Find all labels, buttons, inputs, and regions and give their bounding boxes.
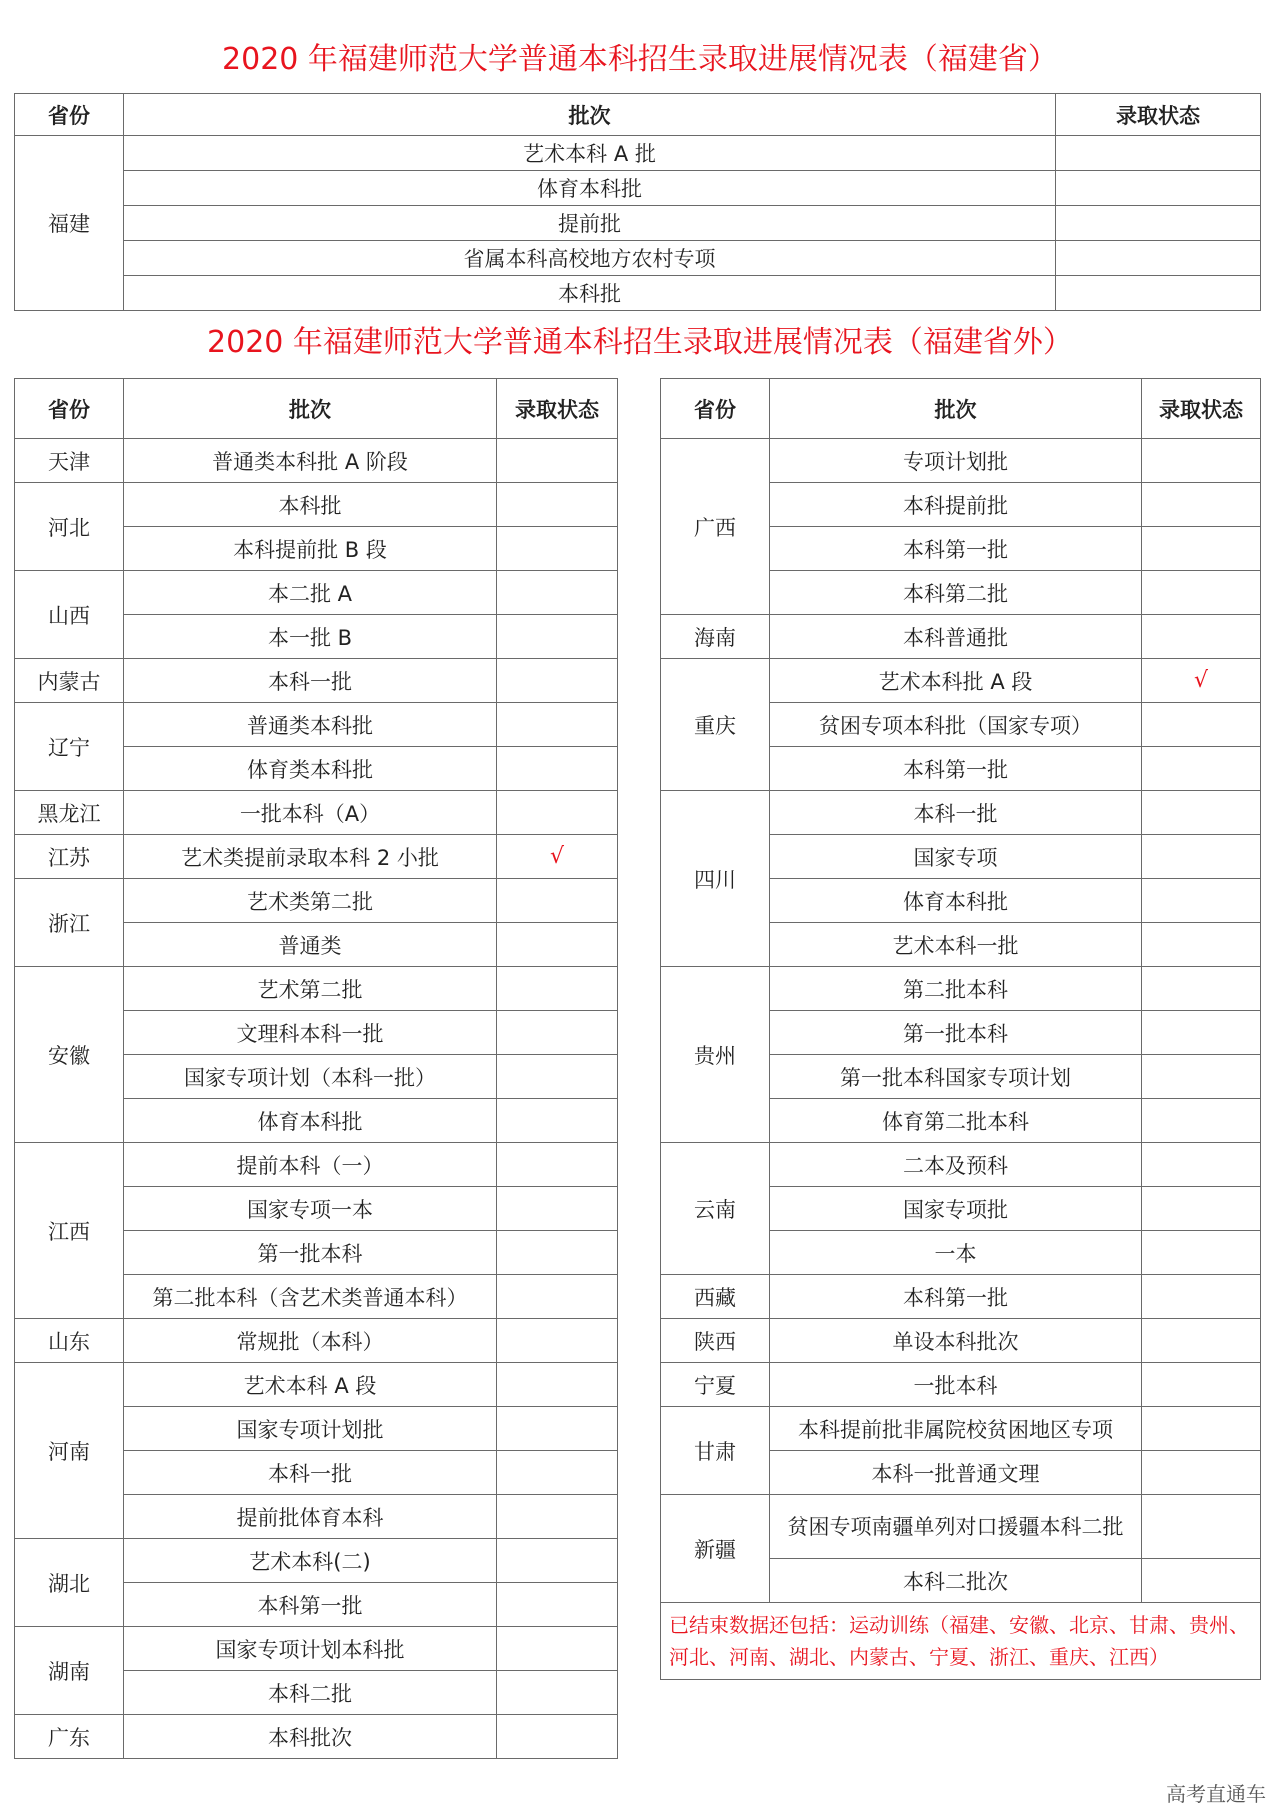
batch-cell: 艺术第二批: [124, 967, 497, 1011]
table-row: [15, 1319, 618, 1363]
status-cell: [497, 1055, 618, 1099]
batch-cell: 艺术本科 A 批: [124, 136, 1056, 171]
batch-cell: 一批本科（A）: [124, 791, 497, 835]
status-cell: [497, 1187, 618, 1231]
status-cell: [497, 835, 618, 879]
status-cell: [497, 1627, 618, 1671]
table-row: [15, 835, 618, 879]
status-cell: [497, 571, 618, 615]
status-cell: [1142, 1363, 1261, 1407]
table-row: [15, 241, 1261, 276]
table-row: [15, 1539, 618, 1583]
batch-cell: 本科一批: [124, 1451, 497, 1495]
batch-cell: 文理科本科一批: [124, 1011, 497, 1055]
status-cell: [497, 1231, 618, 1275]
batch-cell: 国家专项计划批: [124, 1407, 497, 1451]
batch-cell: 体育类本科批: [124, 747, 497, 791]
status-cell: [497, 923, 618, 967]
status-cell: [497, 1143, 618, 1187]
status-cell: [1056, 276, 1261, 311]
header-status: 录取状态: [497, 379, 618, 439]
table-row: [15, 171, 1261, 206]
status-cell: [1142, 1275, 1261, 1319]
batch-cell: 专项计划批: [770, 439, 1142, 483]
table-row: [15, 1143, 618, 1187]
table-row: [661, 1319, 1261, 1363]
table-header-row: [15, 379, 618, 439]
outside-admission-table-right: [660, 378, 1261, 1680]
table-row: [661, 967, 1261, 1011]
table-row: [15, 879, 618, 923]
batch-cell: 贫困专项南疆单列对口援疆本科二批: [770, 1495, 1142, 1559]
province-cell: 广东: [15, 1715, 124, 1759]
status-cell: [497, 1011, 618, 1055]
province-cell: 云南: [661, 1143, 770, 1275]
batch-cell: 艺术类提前录取本科 2 小批: [124, 835, 497, 879]
province-cell: 河北: [15, 483, 124, 571]
status-cell: [497, 659, 618, 703]
status-cell: [1142, 1055, 1261, 1099]
status-cell: [497, 1319, 618, 1363]
province-cell: 海南: [661, 615, 770, 659]
table-row: [661, 615, 1261, 659]
table-row: [661, 1143, 1261, 1187]
status-cell: [1056, 171, 1261, 206]
province-cell: 湖南: [15, 1627, 124, 1715]
header-province: 省份: [15, 379, 124, 439]
status-cell: [497, 1539, 618, 1583]
table-row: [661, 1495, 1261, 1559]
batch-cell: 艺术本科批 A 段: [770, 659, 1142, 703]
header-status: 录取状态: [1056, 94, 1261, 136]
batch-cell: 体育本科批: [124, 1099, 497, 1143]
table-row: [15, 791, 618, 835]
status-cell: [1142, 1451, 1261, 1495]
table-row: [15, 1627, 618, 1671]
table-row: [661, 439, 1261, 483]
batch-cell: 本科第一批: [770, 747, 1142, 791]
status-cell: [497, 1583, 618, 1627]
status-cell: [497, 1451, 618, 1495]
header-province: 省份: [15, 94, 124, 136]
province-cell: 四川: [661, 791, 770, 967]
batch-cell: 国家专项计划（本科一批）: [124, 1055, 497, 1099]
status-cell: [1142, 1495, 1261, 1559]
batch-cell: 普通类本科批 A 阶段: [124, 439, 497, 483]
batch-cell: 本科提前批非属院校贫困地区专项: [770, 1407, 1142, 1451]
table-row: [15, 136, 1261, 171]
status-cell: [1142, 1187, 1261, 1231]
table-row: [15, 439, 618, 483]
check-mark-icon: √: [1193, 668, 1209, 693]
status-cell: [1142, 1559, 1261, 1603]
province-cell: 黑龙江: [15, 791, 124, 835]
table-row: [661, 659, 1261, 703]
batch-cell: 国家专项: [770, 835, 1142, 879]
status-cell: [497, 879, 618, 923]
status-cell: [497, 483, 618, 527]
fujian-admission-table: [14, 93, 1261, 311]
table-row: [15, 703, 618, 747]
header-batch: 批次: [124, 379, 497, 439]
status-cell: [497, 1407, 618, 1451]
status-cell: [1142, 1319, 1261, 1363]
batch-cell: 本科一批普通文理: [770, 1451, 1142, 1495]
status-cell: [1142, 1011, 1261, 1055]
status-cell: [1142, 703, 1261, 747]
batch-cell: 本科二批: [124, 1671, 497, 1715]
ended-data-note: 已结束数据还包括：运动训练（福建、安徽、北京、甘肃、贵州、河北、河南、湖北、内蒙古、宁夏、浙江、重庆、江西）: [661, 1603, 1261, 1680]
batch-cell: 国家专项计划本科批: [124, 1627, 497, 1671]
status-cell: [497, 439, 618, 483]
status-cell: [1142, 1407, 1261, 1451]
batch-cell: 一本: [770, 1231, 1142, 1275]
note-row: [661, 1603, 1261, 1680]
outside-admission-table-left: [14, 378, 618, 1759]
batch-cell: 本科第一批: [124, 1583, 497, 1627]
batch-cell: 提前批: [124, 206, 1056, 241]
batch-cell: 提前批体育本科: [124, 1495, 497, 1539]
status-cell: [497, 1363, 618, 1407]
batch-cell: 一批本科: [770, 1363, 1142, 1407]
province-cell: 广西: [661, 439, 770, 615]
province-cell: 新疆: [661, 1495, 770, 1603]
batch-cell: 本二批 A: [124, 571, 497, 615]
batch-cell: 本科提前批 B 段: [124, 527, 497, 571]
batch-cell: 贫困专项本科批（国家专项）: [770, 703, 1142, 747]
batch-cell: 体育本科批: [770, 879, 1142, 923]
table-row: [15, 1363, 618, 1407]
table-row: [15, 659, 618, 703]
status-cell: [1056, 136, 1261, 171]
status-cell: [1142, 527, 1261, 571]
province-cell: 内蒙古: [15, 659, 124, 703]
header-province: 省份: [661, 379, 770, 439]
watermark: 高考直通车: [1166, 1782, 1266, 1806]
status-cell: [497, 1275, 618, 1319]
status-cell: [1142, 923, 1261, 967]
batch-cell: 单设本科批次: [770, 1319, 1142, 1363]
status-cell: [497, 1671, 618, 1715]
status-cell: [1142, 571, 1261, 615]
batch-cell: 省属本科高校地方农村专项: [124, 241, 1056, 276]
table-header-row: [15, 94, 1261, 136]
province-cell: 甘肃: [661, 1407, 770, 1495]
header-batch: 批次: [124, 94, 1056, 136]
check-mark-icon: √: [549, 844, 565, 869]
status-cell: [497, 703, 618, 747]
status-cell: [1142, 791, 1261, 835]
status-cell: [1056, 206, 1261, 241]
status-cell: [497, 615, 618, 659]
page-title-fujian: 2020 年福建师范大学普通本科招生录取进展情况表（福建省）: [222, 42, 1058, 77]
batch-cell: 本科提前批: [770, 483, 1142, 527]
batch-cell: 艺术类第二批: [124, 879, 497, 923]
province-cell: 重庆: [661, 659, 770, 791]
status-cell: [497, 527, 618, 571]
table-header-row: [661, 379, 1261, 439]
province-cell: 辽宁: [15, 703, 124, 791]
batch-cell: 常规批（本科）: [124, 1319, 497, 1363]
status-cell: [1142, 879, 1261, 923]
table-row: [15, 1715, 618, 1759]
batch-cell: 国家专项一本: [124, 1187, 497, 1231]
province-cell: 天津: [15, 439, 124, 483]
batch-cell: 本科一批: [124, 659, 497, 703]
status-cell: [497, 791, 618, 835]
table-row: [661, 791, 1261, 835]
province-cell: 贵州: [661, 967, 770, 1143]
status-cell: [1142, 967, 1261, 1011]
province-cell: 浙江: [15, 879, 124, 967]
batch-cell: 提前本科（一）: [124, 1143, 497, 1187]
batch-cell: 本科批次: [124, 1715, 497, 1759]
status-cell: [497, 1099, 618, 1143]
status-cell: [1142, 835, 1261, 879]
header-batch: 批次: [770, 379, 1142, 439]
status-cell: [1142, 747, 1261, 791]
province-cell: 宁夏: [661, 1363, 770, 1407]
batch-cell: 艺术本科 A 段: [124, 1363, 497, 1407]
batch-cell: 普通类: [124, 923, 497, 967]
batch-cell: 本科一批: [770, 791, 1142, 835]
province-cell: 安徽: [15, 967, 124, 1143]
batch-cell: 二本及预科: [770, 1143, 1142, 1187]
batch-cell: 本科批: [124, 483, 497, 527]
page-title-outside: 2020 年福建师范大学普通本科招生录取进展情况表（福建省外）: [207, 325, 1073, 360]
province-cell: 河南: [15, 1363, 124, 1539]
batch-cell: 本科批: [124, 276, 1056, 311]
batch-cell: 本科普通批: [770, 615, 1142, 659]
header-status: 录取状态: [1142, 379, 1261, 439]
province-cell: 山西: [15, 571, 124, 659]
status-cell: [497, 1495, 618, 1539]
batch-cell: 第一批本科: [770, 1011, 1142, 1055]
province-cell: 福建: [15, 136, 124, 311]
province-cell: 湖北: [15, 1539, 124, 1627]
table-row: [661, 1363, 1261, 1407]
status-cell: [1142, 439, 1261, 483]
batch-cell: 第二批本科（含艺术类普通本科）: [124, 1275, 497, 1319]
batch-cell: 艺术本科一批: [770, 923, 1142, 967]
batch-cell: 第一批本科: [124, 1231, 497, 1275]
batch-cell: 普通类本科批: [124, 703, 497, 747]
province-cell: 山东: [15, 1319, 124, 1363]
status-cell: [1142, 1143, 1261, 1187]
table-row: [15, 571, 618, 615]
batch-cell: 本科第二批: [770, 571, 1142, 615]
status-cell: [497, 747, 618, 791]
batch-cell: 本科第一批: [770, 1275, 1142, 1319]
status-cell: [1142, 659, 1261, 703]
province-cell: 江苏: [15, 835, 124, 879]
status-cell: [497, 967, 618, 1011]
batch-cell: 体育本科批: [124, 171, 1056, 206]
status-cell: [1142, 1231, 1261, 1275]
status-cell: [497, 1715, 618, 1759]
table-row: [15, 206, 1261, 241]
table-row: [15, 483, 618, 527]
status-cell: [1142, 483, 1261, 527]
batch-cell: 本科二批次: [770, 1559, 1142, 1603]
table-row: [15, 967, 618, 1011]
table-row: [661, 1407, 1261, 1451]
batch-cell: 本科第一批: [770, 527, 1142, 571]
status-cell: [1142, 615, 1261, 659]
province-cell: 江西: [15, 1143, 124, 1319]
status-cell: [1142, 1099, 1261, 1143]
batch-cell: 体育第二批本科: [770, 1099, 1142, 1143]
status-cell: [1056, 241, 1261, 276]
province-cell: 陕西: [661, 1319, 770, 1363]
batch-cell: 艺术本科(二): [124, 1539, 497, 1583]
table-row: [15, 276, 1261, 311]
batch-cell: 第二批本科: [770, 967, 1142, 1011]
batch-cell: 国家专项批: [770, 1187, 1142, 1231]
province-cell: 西藏: [661, 1275, 770, 1319]
batch-cell: 第一批本科国家专项计划: [770, 1055, 1142, 1099]
table-row: [661, 1275, 1261, 1319]
batch-cell: 本一批 B: [124, 615, 497, 659]
